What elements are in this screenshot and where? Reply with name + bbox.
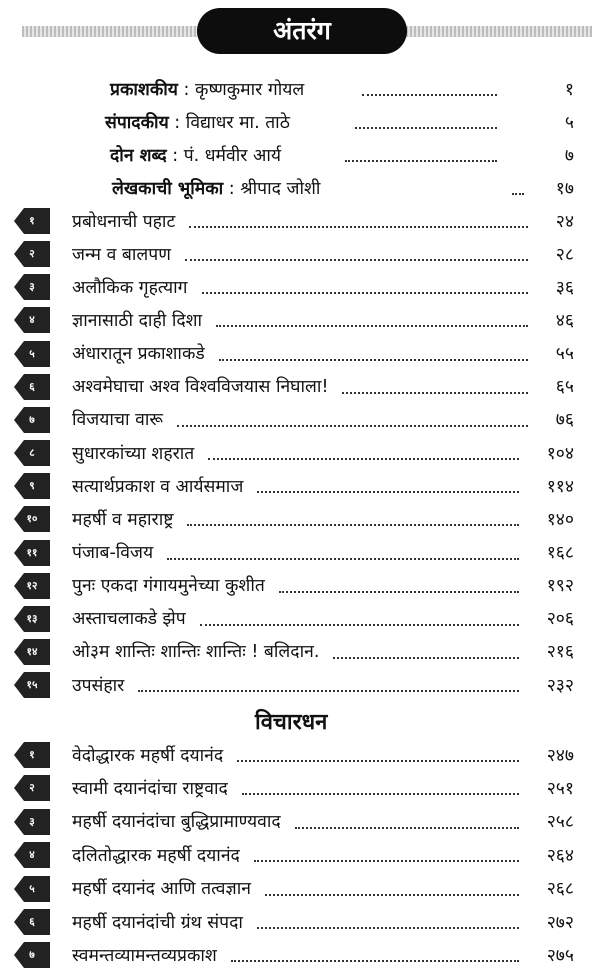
chapter-title: जन्म व बालपण	[72, 244, 171, 265]
chapter-number: १४	[26, 645, 38, 658]
chapter-badge-icon	[14, 341, 50, 367]
leader-dots	[138, 690, 519, 692]
chapter-title: स्वमन्तव्यामन्तव्यप्रकाश	[72, 945, 217, 966]
chapter-number: ४	[29, 849, 35, 862]
chapter-title: विजयाचा वारू	[72, 410, 163, 431]
chapter-number: १०	[26, 513, 38, 526]
toc-row	[0, 838, 600, 871]
leader-dots	[355, 127, 497, 129]
chapter-badge-icon	[14, 307, 50, 333]
chapter-title: ज्ञानासाठी दाही दिशा	[72, 310, 203, 331]
toc-row	[0, 337, 600, 370]
front-sep: :	[174, 112, 181, 133]
front-label: दोन शब्द	[110, 145, 167, 166]
front-sep: :	[183, 79, 190, 100]
page-number: २१६	[546, 642, 574, 663]
leader-dots	[208, 458, 519, 460]
chapter-number: २	[29, 248, 35, 261]
chapter-number: ९	[29, 480, 35, 493]
toc-row	[0, 569, 600, 602]
page-number: १९२	[546, 576, 574, 597]
page-number: ३६	[555, 277, 574, 298]
toc-row	[0, 403, 600, 436]
toc-row	[0, 303, 600, 336]
chapter-badge-icon	[14, 672, 50, 698]
page-number: १	[564, 79, 574, 100]
chapter-number: ६	[29, 380, 35, 393]
leader-dots	[345, 160, 497, 162]
chapter-title: सुधारकांच्या शहरात	[72, 443, 195, 464]
chapter-number: ३	[29, 815, 35, 828]
leader-dots	[167, 558, 519, 560]
page-number: १०४	[546, 443, 574, 464]
chapter-badge-icon	[14, 540, 50, 566]
front-matter-row	[0, 105, 600, 138]
leader-dots	[189, 226, 528, 228]
toc-row	[0, 204, 600, 237]
chapter-number: ५	[29, 347, 35, 360]
front-name: पं. धर्मवीर आर्य	[183, 145, 282, 166]
front-matter-row	[0, 72, 600, 105]
chapter-badge-icon	[14, 374, 50, 400]
chapter-title: वेदोद्धारक महर्षी दयानंद	[72, 745, 224, 766]
toc-row	[0, 237, 600, 270]
page-number: २७५	[546, 945, 574, 966]
front-name: कृष्णकुमार गोयल	[195, 79, 305, 100]
page-number: २४	[555, 211, 574, 232]
chapter-title: महर्षी व महाराष्ट्र	[72, 509, 174, 530]
leader-dots	[254, 860, 519, 862]
chapter-badge-icon	[14, 775, 50, 801]
chapter-badge-icon	[14, 842, 50, 868]
chapter-badge-icon	[14, 407, 50, 433]
leader-dots	[185, 259, 528, 261]
leader-dots	[187, 524, 519, 526]
page-number: २८	[555, 244, 574, 265]
toc-row	[0, 738, 600, 771]
front-label: संपादकीय	[105, 112, 169, 133]
chapter-badge-icon	[14, 909, 50, 935]
leader-dots	[231, 960, 519, 962]
leader-dots	[295, 827, 519, 829]
front-name: श्रीपाद जोशी	[240, 178, 321, 199]
chapter-number: १	[29, 215, 35, 227]
page-number: १६८	[546, 543, 574, 563]
toc-row	[0, 602, 600, 635]
page-number: ४६	[555, 310, 574, 331]
leader-dots	[202, 292, 528, 294]
chapter-badge-icon	[14, 639, 50, 665]
chapter-number: ३	[29, 281, 35, 294]
chapter-number: १३	[26, 612, 38, 625]
chapter-badge-icon	[14, 208, 50, 234]
chapter-badge-icon	[14, 473, 50, 499]
section-heading: विचारधन	[255, 710, 328, 735]
chapter-number: ४	[29, 314, 35, 327]
leader-dots	[333, 657, 519, 659]
page-number: १४०	[546, 509, 574, 530]
chapter-badge-icon	[14, 742, 50, 768]
leader-dots	[342, 392, 528, 394]
page-number: ७	[564, 145, 574, 166]
page-number: २५१	[546, 778, 574, 799]
chapter-title: अलौकिक गृहत्याग	[72, 277, 188, 298]
chapter-number: ११	[26, 546, 38, 559]
page-number: २३२	[546, 675, 574, 696]
page-number: ५	[564, 112, 574, 133]
chapter-number: ७	[29, 413, 35, 426]
chapter-badge-icon	[14, 809, 50, 835]
toc-row	[0, 668, 600, 701]
toc-row	[0, 469, 600, 502]
chapter-title: प्रबोधनाची पहाट	[72, 211, 176, 232]
page-number: २४७	[546, 745, 574, 766]
page-number: २६४	[546, 845, 574, 866]
page-number: ५५	[555, 344, 574, 365]
chapter-number: १२	[26, 579, 38, 592]
leader-dots	[265, 894, 519, 896]
toc-row	[0, 771, 600, 804]
front-matter-row	[0, 171, 600, 204]
leader-dots	[242, 793, 519, 795]
page-number: २०६	[546, 609, 574, 630]
chapter-number: ७	[29, 949, 35, 962]
chapter-badge-icon	[14, 573, 50, 599]
chapter-badge-icon	[14, 506, 50, 532]
chapter-number: ६	[29, 916, 35, 928]
chapter-badge-icon	[14, 274, 50, 300]
chapter-title: ओ३म शान्तिः शान्तिः शान्तिः ! बलिदान.	[72, 642, 320, 663]
chapter-title: महर्षी दयानंदांचा बुद्धिप्रामाण्यवाद	[72, 812, 281, 833]
leader-dots	[237, 760, 519, 762]
chapter-badge-icon	[14, 606, 50, 632]
front-name: विद्याधर मा. ताठे	[185, 112, 290, 133]
chapter-number: १५	[26, 679, 38, 692]
chapter-number: १	[29, 749, 35, 761]
page-number: २५८	[546, 812, 574, 833]
leader-dots	[512, 193, 524, 195]
chapter-title: स्वामी दयानंदांचा राष्ट्रवाद	[72, 778, 228, 799]
chapter-number: ८	[29, 447, 35, 460]
chapter-title: पंजाब-विजय	[72, 543, 154, 563]
leader-dots	[200, 624, 519, 626]
front-label: लेखकाची भूमिका	[112, 178, 224, 199]
chapter-number: ५	[29, 882, 35, 895]
chapter-title: सत्यार्थप्रकाश व आर्यसमाज	[72, 476, 244, 497]
page-number: ११४	[546, 476, 574, 497]
toc-row	[0, 436, 600, 469]
leader-dots	[362, 94, 497, 96]
chapter-badge-icon	[14, 440, 50, 466]
chapter-title: अश्वमेघाचा अश्व विश्वविजयास निघाला!	[72, 377, 329, 398]
toc-row	[0, 270, 600, 303]
chapter-badge-icon	[14, 876, 50, 902]
chapter-title: अस्ताचलाकडे झेप	[72, 609, 186, 630]
toc-row	[0, 502, 600, 535]
toc-row	[0, 905, 600, 938]
toc-row	[0, 872, 600, 905]
page-number: ७६	[555, 410, 574, 431]
toc-row	[0, 938, 600, 971]
page-number: २६८	[546, 879, 574, 900]
chapter-badge-icon	[14, 241, 50, 267]
toc-row	[0, 536, 600, 569]
leader-dots	[257, 927, 519, 929]
toc-row	[0, 805, 600, 838]
chapter-title: उपसंहार	[72, 675, 125, 696]
chapter-badge-icon	[14, 942, 50, 968]
chapter-title: अंधारातून प्रकाशाकडे	[72, 344, 205, 365]
page-title: अंतरंग	[197, 8, 407, 54]
page-number: १७	[555, 178, 574, 199]
leader-dots	[216, 325, 528, 327]
leader-dots	[219, 359, 528, 361]
chapter-title: महर्षी दयानंदांची ग्रंथ संपदा	[72, 912, 243, 933]
front-matter-row	[0, 138, 600, 171]
leader-dots	[257, 491, 519, 493]
page-number: २७२	[546, 912, 574, 933]
front-sep: :	[172, 145, 179, 166]
front-sep: :	[228, 178, 235, 199]
chapter-number: २	[29, 782, 35, 795]
chapter-title: महर्षी दयानंद आणि तत्वज्ञान	[72, 879, 251, 900]
leader-dots	[177, 425, 528, 427]
toc-row	[0, 370, 600, 403]
leader-dots	[279, 591, 519, 593]
toc-row	[0, 635, 600, 668]
chapter-title: पुनः एकदा गंगायमुनेच्या कुशीत	[72, 576, 265, 597]
page-number: ६५	[555, 377, 574, 398]
front-label: प्रकाशकीय	[110, 79, 178, 100]
chapter-title: दलितोद्धारक महर्षी दयानंद	[72, 845, 240, 866]
